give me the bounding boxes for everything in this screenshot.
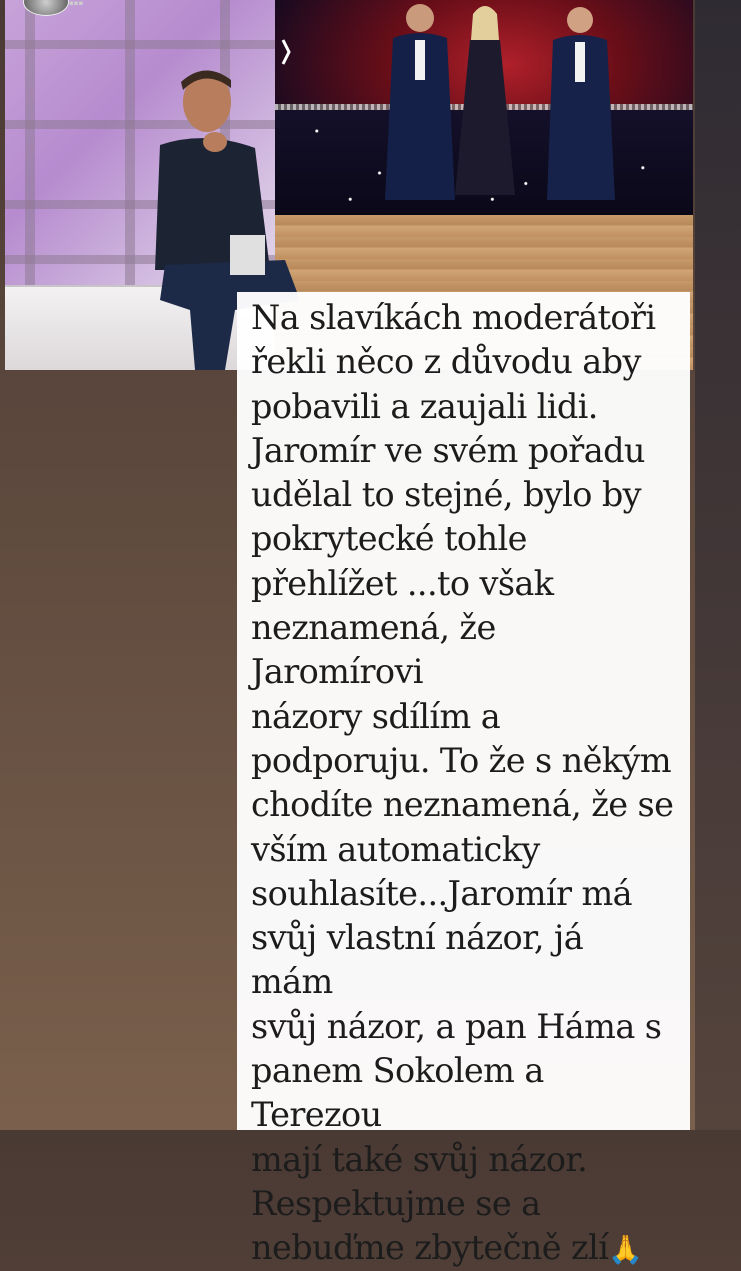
caption-line: pokrytecké tohle <box>251 519 527 559</box>
stage-screen <box>275 0 693 218</box>
caption-line: vším automaticky <box>251 829 540 869</box>
story-text-card <box>237 292 690 1268</box>
caption-line: panem Sokolem a Terezou <box>251 1051 544 1135</box>
caption-line: Respektujme se a <box>251 1183 541 1223</box>
caption-line: podporuju. To že s někým <box>251 740 672 780</box>
caption-line: svůj vlastní názor, já mám <box>251 918 584 1002</box>
caption-line: přehlížet ...to však <box>251 563 554 603</box>
stage-performers <box>275 0 693 215</box>
caption-line: svůj názor, a pan Háma s <box>251 1006 662 1046</box>
caption-line: pobavili a zaujali lidi. <box>251 386 598 426</box>
caption-line: názory sdílím a <box>251 696 501 736</box>
caption-line: udělal to stejné, bylo by <box>251 475 642 515</box>
caption-line: souhlasíte...Jaromír má <box>251 873 633 913</box>
caption-line: chodíte neznamená, že se <box>251 785 674 825</box>
username-label: ▪▪▪ <box>69 0 84 7</box>
caption-line: mají také svůj názor. <box>251 1139 588 1179</box>
caption-line: řekli něco z důvodu aby <box>251 342 641 382</box>
caption-line: neznamená, že Jaromírovi <box>251 608 496 692</box>
praying-hands-icon: 🙏 <box>608 1233 643 1267</box>
story-background-strip <box>695 0 741 1130</box>
caption-line: nebuďme zbytečně zlí <box>251 1228 609 1268</box>
story-caption <box>251 296 674 1271</box>
caption-line: Na slavíkách moderátoři <box>251 298 656 337</box>
caption-line: Jaromír ve svém pořadu <box>251 430 645 470</box>
